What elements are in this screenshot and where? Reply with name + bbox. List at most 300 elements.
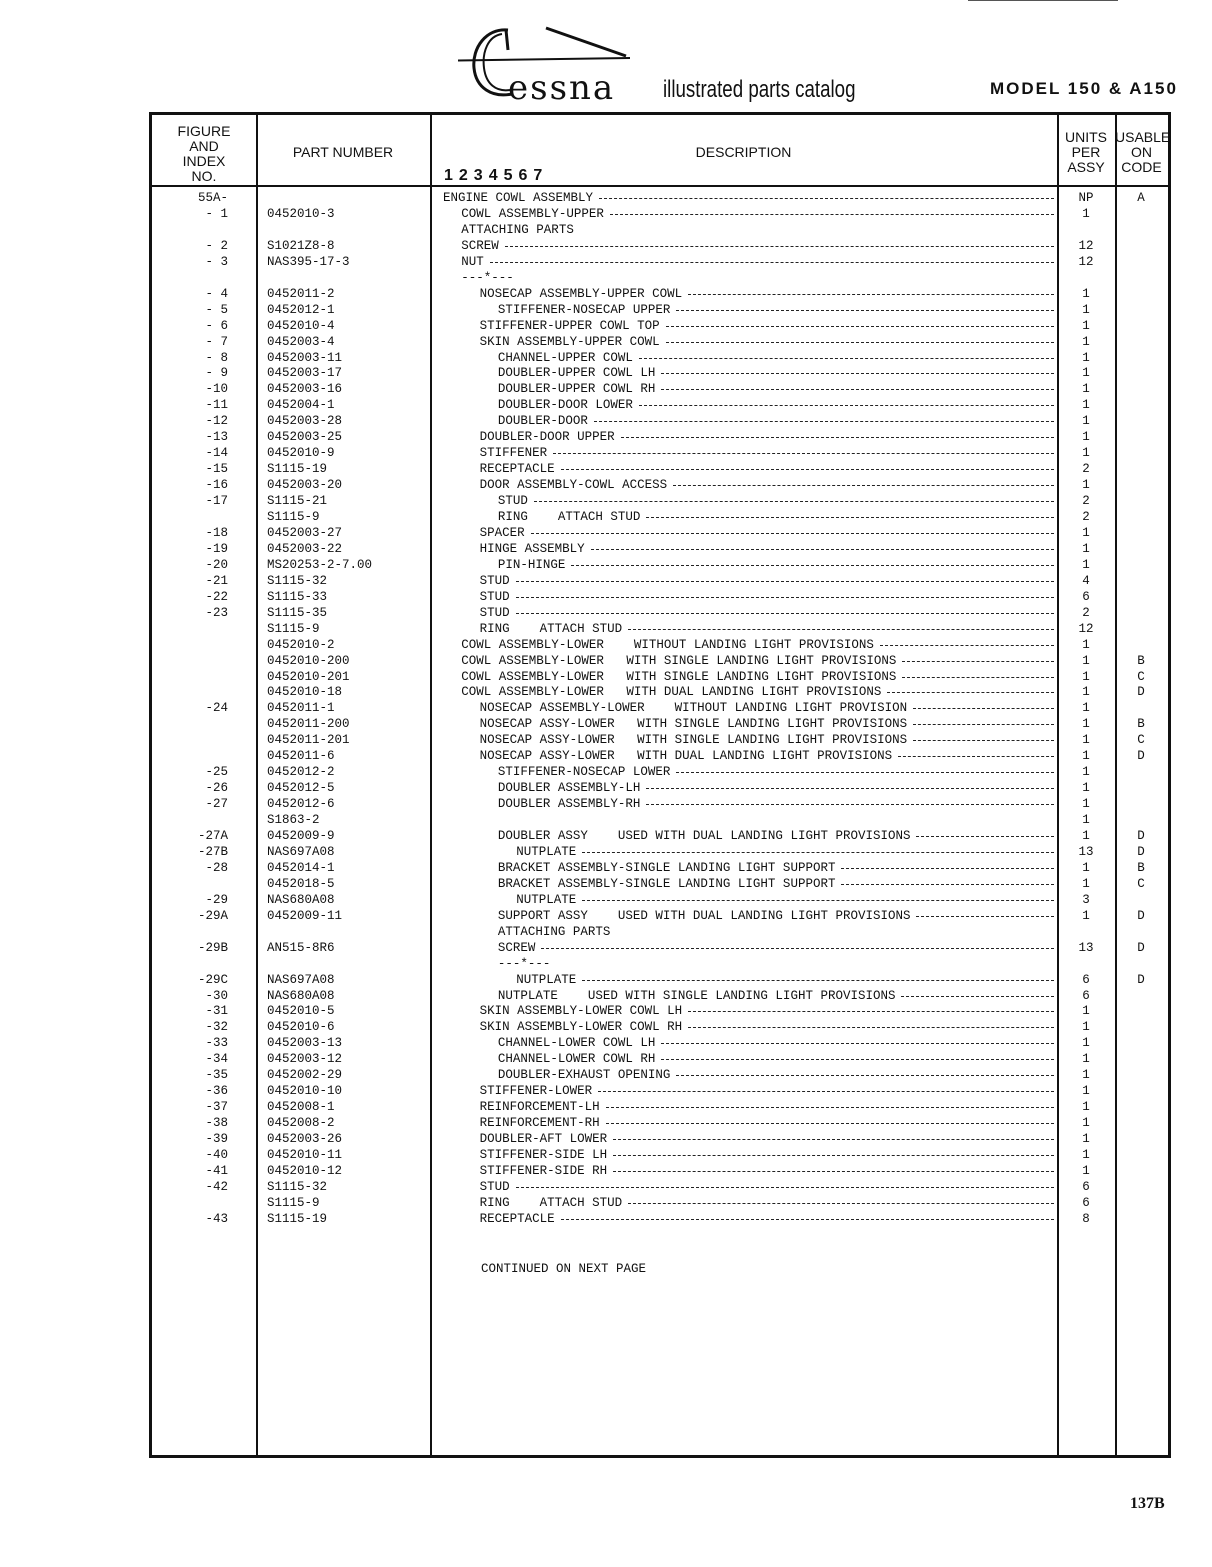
leader-line <box>661 389 1054 390</box>
header-figure-line: NO. <box>191 168 217 184</box>
figure-index: -42 <box>205 1179 228 1194</box>
units-per-assy: 12 <box>1078 254 1094 269</box>
units-per-assy: 1 <box>1082 829 1090 843</box>
leader-line <box>505 246 1054 247</box>
part-number: 0452010-12 <box>267 1163 343 1178</box>
units-per-assy: 1 <box>1082 1052 1090 1067</box>
header-units-line: ASSY <box>1067 159 1105 175</box>
table-row <box>152 286 1168 302</box>
figure-index: 55A- <box>197 191 228 205</box>
part-number: 0452010-201 <box>267 669 350 684</box>
table-row <box>152 1051 1168 1067</box>
description: RECEPTACLE <box>479 1211 555 1226</box>
units-per-assy: 1 <box>1082 398 1090 413</box>
usable-on-code: B <box>1137 860 1145 875</box>
usable-on-code: D <box>1137 940 1145 955</box>
figure-index: - 4 <box>205 286 228 301</box>
units-per-assy: 1 <box>1082 1084 1090 1099</box>
figure-index: -14 <box>205 446 228 461</box>
part-number: 0452009-11 <box>267 908 343 923</box>
units-per-assy: 2 <box>1082 462 1090 477</box>
table-row <box>152 190 1168 206</box>
units-per-assy: 1 <box>1082 749 1090 764</box>
table-row <box>152 1067 1168 1083</box>
header-units-line: UNITS <box>1065 129 1107 145</box>
leader-line <box>898 756 1054 757</box>
units-per-assy: 13 <box>1078 940 1094 955</box>
usable-on-code: C <box>1137 876 1145 891</box>
part-number: 0452004-1 <box>267 398 335 413</box>
figure-index: -22 <box>205 589 228 604</box>
figure-index: -28 <box>205 860 228 875</box>
description: CHANNEL-UPPER COWL <box>497 350 633 365</box>
description: SUPPORT ASSY USED WITH DUAL LANDING LIGHT PROVISIONS <box>497 908 911 923</box>
leader-line <box>621 437 1054 438</box>
description: SPACER <box>479 525 525 540</box>
table-row <box>152 764 1168 780</box>
units-per-assy: 1 <box>1082 1068 1090 1083</box>
figure-index: -25 <box>205 765 228 780</box>
leader-line <box>688 1011 1054 1012</box>
figure-index: -29B <box>197 940 228 955</box>
figure-index: -19 <box>205 541 228 556</box>
description: COWL ASSEMBLY-LOWER WITHOUT LANDING LIGHT PROVISIONS <box>461 637 874 652</box>
description: CHANNEL-LOWER COWL LH <box>497 1036 656 1051</box>
table-row <box>152 860 1168 876</box>
units-per-assy: 1 <box>1082 318 1090 333</box>
leader-line <box>646 788 1054 789</box>
description: DOUBLER-UPPER COWL RH <box>497 382 656 397</box>
description: STUD <box>479 573 510 588</box>
figure-index: - 3 <box>205 254 228 269</box>
header-figure-line: INDEX <box>182 153 226 169</box>
units-per-assy: 1 <box>1082 334 1090 349</box>
figure-index: - 2 <box>205 238 228 253</box>
table-row <box>152 461 1168 477</box>
leader-line <box>516 597 1054 598</box>
part-number: 0452003-26 <box>267 1132 343 1147</box>
leader-line <box>661 1059 1054 1060</box>
description: STUD <box>479 1179 510 1194</box>
part-number: S1115-32 <box>267 1179 328 1194</box>
units-per-assy: 1 <box>1082 366 1090 381</box>
part-number: 0452011-6 <box>267 749 335 764</box>
part-number: 0452010-200 <box>267 653 350 668</box>
leader-line <box>913 740 1054 741</box>
part-number: 0452010-4 <box>267 318 335 333</box>
table-row <box>152 222 1168 238</box>
leader-line <box>841 868 1054 869</box>
table-row <box>152 1099 1168 1115</box>
table-row <box>152 557 1168 573</box>
part-number: 0452010-3 <box>267 206 335 221</box>
leader-line <box>688 1027 1054 1028</box>
parts-table <box>149 112 1171 1458</box>
table-row <box>152 844 1168 860</box>
units-per-assy: 1 <box>1082 860 1090 875</box>
table-row <box>152 270 1168 286</box>
description: REINFORCEMENT-RH <box>479 1116 600 1131</box>
leader-line <box>841 884 1054 885</box>
header-units-line: PER <box>1071 144 1101 160</box>
leader-line <box>913 724 1054 725</box>
units-per-assy: 1 <box>1082 701 1090 716</box>
usable-on-code: D <box>1137 829 1145 843</box>
usable-on-code: B <box>1137 717 1145 732</box>
description: DOUBLER-DOOR <box>497 414 588 429</box>
figure-index: -43 <box>205 1211 228 1226</box>
part-number: 0452011-201 <box>267 733 350 748</box>
description: ATTACHING PARTS <box>461 222 574 237</box>
part-number: 0452010-6 <box>267 1020 335 1035</box>
description: REINFORCEMENT-LH <box>479 1100 600 1115</box>
figure-index: -13 <box>205 430 228 445</box>
table-row <box>152 206 1168 222</box>
part-number: S1021Z8-8 <box>267 238 335 253</box>
units-per-assy: 1 <box>1082 717 1090 732</box>
units-per-assy: 1 <box>1082 382 1090 397</box>
description: NOSECAP ASSY-LOWER WITH SINGLE LANDING LIGHT PROVISIONS <box>479 733 908 748</box>
figure-index: -15 <box>205 462 228 477</box>
table-row <box>152 334 1168 350</box>
header-description: DESCRIPTION <box>695 144 792 160</box>
figure-index: -21 <box>205 573 228 588</box>
units-per-assy: 1 <box>1082 557 1090 572</box>
leader-line <box>646 517 1054 518</box>
units-per-assy: 1 <box>1082 1004 1090 1019</box>
units-per-assy: NP <box>1078 191 1094 205</box>
figure-index: -35 <box>205 1068 228 1083</box>
units-per-assy: 1 <box>1082 1132 1090 1147</box>
table-row <box>152 1115 1168 1131</box>
part-number: 0452003-11 <box>267 350 343 365</box>
table-row <box>152 924 1168 940</box>
units-per-assy: 4 <box>1082 573 1090 588</box>
units-per-assy: 13 <box>1078 844 1094 859</box>
leader-line <box>610 214 1054 215</box>
part-number: 0452012-5 <box>267 781 335 796</box>
part-number: 0452008-1 <box>267 1100 335 1115</box>
leader-line <box>553 453 1054 454</box>
header-code-line: ON <box>1131 144 1152 160</box>
part-number: S1115-21 <box>267 494 328 509</box>
usable-on-code: D <box>1137 908 1145 923</box>
description: ---*--- <box>497 956 551 971</box>
description: SCREW <box>461 238 499 253</box>
description: DOUBLER ASSEMBLY-LH <box>497 781 641 796</box>
description: HINGE ASSEMBLY <box>479 541 585 556</box>
table-row <box>152 780 1168 796</box>
description: COWL ASSEMBLY-LOWER WITH DUAL LANDING LIGHT PROVISIONS <box>461 685 882 700</box>
table-row <box>152 509 1168 525</box>
part-number: 0452010-11 <box>267 1148 343 1162</box>
usable-on-code: D <box>1137 749 1145 764</box>
table-row <box>152 1163 1168 1179</box>
header-code-line: CODE <box>1121 159 1162 175</box>
part-number: 0452010-2 <box>267 637 335 652</box>
figure-index: - 9 <box>205 366 228 381</box>
units-per-assy: 1 <box>1082 637 1090 652</box>
part-number: S1115-32 <box>267 573 328 588</box>
leader-line <box>516 581 1054 582</box>
description: SCREW <box>497 940 536 955</box>
part-number: 0452003-20 <box>267 478 343 493</box>
part-number: MS20253-2-7.00 <box>267 557 373 572</box>
description: DOUBLER-DOOR UPPER <box>479 430 615 445</box>
description: RING ATTACH STUD <box>479 621 623 636</box>
description: STIFFENER-SIDE LH <box>479 1148 608 1162</box>
header-figure-line: AND <box>189 138 219 154</box>
table-row <box>152 732 1168 748</box>
figure-index: -30 <box>205 988 228 1003</box>
leader-line <box>594 421 1054 422</box>
units-per-assy: 1 <box>1082 1163 1090 1178</box>
figure-index: -17 <box>205 494 228 509</box>
part-number: S1115-9 <box>267 510 320 524</box>
description: NUTPLATE USED WITH SINGLE LANDING LIGHT PROVISIONS <box>497 988 896 1003</box>
figure-index: -24 <box>205 701 228 716</box>
leader-line <box>516 1187 1054 1188</box>
figure-index: -39 <box>205 1132 228 1147</box>
leader-line <box>676 772 1054 773</box>
description: NOSECAP ASSY-LOWER WITH SINGLE LANDING LIGHT PROVISIONS <box>479 717 908 732</box>
description: DOUBLER-EXHAUST OPENING <box>497 1068 671 1083</box>
units-per-assy: 12 <box>1078 238 1094 253</box>
figure-index: -27B <box>197 844 228 859</box>
figure-index: -37 <box>205 1100 228 1115</box>
description: STIFFENER-LOWER <box>479 1084 593 1099</box>
units-per-assy: 2 <box>1082 510 1090 524</box>
table-row <box>152 1003 1168 1019</box>
part-number: S1115-33 <box>267 589 328 604</box>
description: COWL ASSEMBLY-LOWER WITH SINGLE LANDING LIGHT PROVISIONS <box>461 653 897 668</box>
figure-index: -38 <box>205 1116 228 1131</box>
header-code <box>1115 115 1171 200</box>
description: DOUBLER ASSEMBLY-RH <box>497 797 641 812</box>
units-per-assy: 1 <box>1082 350 1090 365</box>
cessna-logo <box>458 22 878 108</box>
units-per-assy: 1 <box>1082 1116 1090 1131</box>
table-row <box>152 1019 1168 1035</box>
part-number: 0452003-25 <box>267 430 343 445</box>
table-row <box>152 1195 1168 1211</box>
leader-line <box>673 485 1054 486</box>
table-row <box>152 429 1168 445</box>
leader-line <box>688 294 1054 295</box>
description: DOUBLER-UPPER COWL LH <box>497 366 656 381</box>
figure-index: -36 <box>205 1084 228 1099</box>
description: RECEPTACLE <box>479 462 555 477</box>
table-row <box>152 796 1168 812</box>
table-row <box>152 684 1168 700</box>
table-row <box>152 541 1168 557</box>
description: STIFFENER-NOSECAP LOWER <box>497 765 671 780</box>
units-per-assy: 1 <box>1082 414 1090 429</box>
description: NOSECAP ASSY-LOWER WITH DUAL LANDING LIGHT PROVISIONS <box>479 749 893 764</box>
part-number: 0452012-2 <box>267 765 335 780</box>
units-per-assy: 1 <box>1082 478 1090 493</box>
units-per-assy: 2 <box>1082 494 1090 509</box>
part-number: S1863-2 <box>267 813 320 828</box>
description: BRACKET ASSEMBLY-SINGLE LANDING LIGHT SUPPORT <box>497 860 836 875</box>
leader-line <box>582 980 1054 981</box>
leader-line <box>613 1139 1054 1140</box>
figure-index: -27A <box>197 829 228 843</box>
leader-line <box>916 916 1054 917</box>
part-number: S1115-9 <box>267 1195 320 1210</box>
table-row <box>152 748 1168 764</box>
leader-line <box>666 326 1054 327</box>
description: BRACKET ASSEMBLY-SINGLE LANDING LIGHT SUPPORT <box>497 876 836 891</box>
figure-index: - 7 <box>205 334 228 349</box>
description: RING ATTACH STUD <box>479 1195 623 1210</box>
brand-name: essna <box>508 68 616 108</box>
part-number: 0452018-5 <box>267 876 335 891</box>
units-per-assy: 1 <box>1082 302 1090 317</box>
units-per-assy: 1 <box>1082 525 1090 540</box>
figure-index: -29 <box>205 892 228 907</box>
part-number: 0452002-29 <box>267 1068 343 1083</box>
usable-on-code: D <box>1137 972 1145 987</box>
description: RING ATTACH STUD <box>497 510 641 524</box>
part-number: 0452010-18 <box>267 685 343 700</box>
leader-line <box>591 549 1054 550</box>
description: DOOR ASSEMBLY-COWL ACCESS <box>479 478 668 493</box>
description: STIFFENER-SIDE RH <box>479 1163 608 1178</box>
leader-line <box>534 501 1054 502</box>
top-rule <box>968 0 1118 1</box>
leader-line <box>913 708 1054 709</box>
description: STIFFENER <box>479 446 548 461</box>
leader-line <box>639 405 1054 406</box>
leader-line <box>661 373 1054 374</box>
figure-index: -34 <box>205 1052 228 1067</box>
description: COWL ASSEMBLY-LOWER WITH SINGLE LANDING LIGHT PROVISIONS <box>461 669 897 684</box>
description: STIFFENER-NOSECAP UPPER <box>497 302 671 317</box>
units-per-assy: 8 <box>1082 1211 1090 1226</box>
table-row <box>152 940 1168 956</box>
leader-line <box>613 1155 1054 1156</box>
figure-index: -10 <box>205 382 228 397</box>
table-row <box>152 302 1168 318</box>
description: SKIN ASSEMBLY-LOWER COWL LH <box>479 1004 683 1019</box>
description: ATTACHING PARTS <box>497 924 611 939</box>
part-number: 0452011-1 <box>267 701 335 716</box>
table-row <box>152 812 1168 828</box>
leader-line <box>887 692 1054 693</box>
table-row <box>152 828 1168 844</box>
table-row <box>152 700 1168 716</box>
part-number: 0452003-22 <box>267 541 343 556</box>
table-row <box>152 892 1168 908</box>
table-row <box>152 716 1168 732</box>
figure-index: -32 <box>205 1020 228 1035</box>
table-row <box>152 350 1168 366</box>
leader-line <box>582 900 1054 901</box>
part-number: S1115-35 <box>267 605 328 620</box>
description: NUTPLATE <box>516 892 577 907</box>
figure-index: -27 <box>205 797 228 812</box>
table-row <box>152 876 1168 892</box>
catalog-title: illustrated parts catalog <box>663 76 856 103</box>
header-units <box>1057 115 1115 200</box>
leader-line <box>561 1219 1054 1220</box>
description: CHANNEL-LOWER COWL RH <box>497 1052 656 1067</box>
part-number: 0452012-6 <box>267 797 335 812</box>
description: DOUBLER-DOOR LOWER <box>497 398 633 413</box>
table-row <box>152 605 1168 621</box>
page-number: 137B <box>1130 1495 1165 1512</box>
figure-index: -18 <box>205 525 228 540</box>
leader-line <box>628 629 1054 630</box>
units-per-assy: 1 <box>1082 1100 1090 1115</box>
units-per-assy: 1 <box>1082 446 1090 461</box>
usable-on-code: D <box>1137 844 1145 859</box>
leader-line <box>666 342 1054 343</box>
description: STUD <box>479 589 510 604</box>
leader-line <box>628 1203 1054 1204</box>
leader-line <box>599 198 1054 199</box>
description: SKIN ASSEMBLY-LOWER COWL RH <box>479 1020 683 1035</box>
units-per-assy: 1 <box>1082 685 1090 700</box>
figure-index: -11 <box>205 398 228 413</box>
part-number: 0452003-12 <box>267 1052 343 1067</box>
part-number: 0452011-200 <box>267 717 350 732</box>
description: ENGINE COWL ASSEMBLY <box>443 191 594 205</box>
table-row <box>152 956 1168 972</box>
usable-on-code: C <box>1137 669 1145 684</box>
leader-line <box>561 469 1054 470</box>
description: DOUBLER-AFT LOWER <box>479 1132 608 1147</box>
units-per-assy: 1 <box>1082 541 1090 556</box>
table-row <box>152 445 1168 461</box>
units-per-assy: 1 <box>1082 876 1090 891</box>
description: DOUBLER ASSY USED WITH DUAL LANDING LIGHT PROVISIONS <box>497 829 911 843</box>
part-number: S1115-19 <box>267 1211 328 1226</box>
usable-on-code: C <box>1137 733 1145 748</box>
part-number: 0452003-16 <box>267 382 343 397</box>
table-row <box>152 653 1168 669</box>
table-row <box>152 908 1168 924</box>
leader-line <box>902 677 1054 678</box>
part-number: 0452008-2 <box>267 1116 335 1131</box>
description: STUD <box>479 605 510 620</box>
description: NUTPLATE <box>516 972 577 987</box>
units-per-assy: 3 <box>1082 892 1090 907</box>
leader-line <box>606 1107 1054 1108</box>
figure-index: -12 <box>205 414 228 429</box>
description: PIN-HINGE <box>497 557 566 572</box>
units-per-assy: 1 <box>1082 653 1090 668</box>
figure-index: - 8 <box>205 350 228 365</box>
usable-on-code: B <box>1137 653 1145 668</box>
table-row <box>152 1131 1168 1147</box>
units-per-assy: 1 <box>1082 1036 1090 1051</box>
figure-index: -20 <box>205 557 228 572</box>
part-number: 0452003-28 <box>267 414 343 429</box>
table-row <box>152 972 1168 988</box>
leader-line <box>676 1075 1054 1076</box>
units-per-assy: 1 <box>1082 797 1090 812</box>
leader-line <box>490 262 1054 263</box>
table-row <box>152 669 1168 685</box>
units-per-assy: 1 <box>1082 908 1090 923</box>
figure-index: -31 <box>205 1004 228 1019</box>
table-row <box>152 525 1168 541</box>
units-per-assy: 1 <box>1082 765 1090 780</box>
part-number: AN515-8R6 <box>267 940 335 955</box>
table-row <box>152 1083 1168 1099</box>
